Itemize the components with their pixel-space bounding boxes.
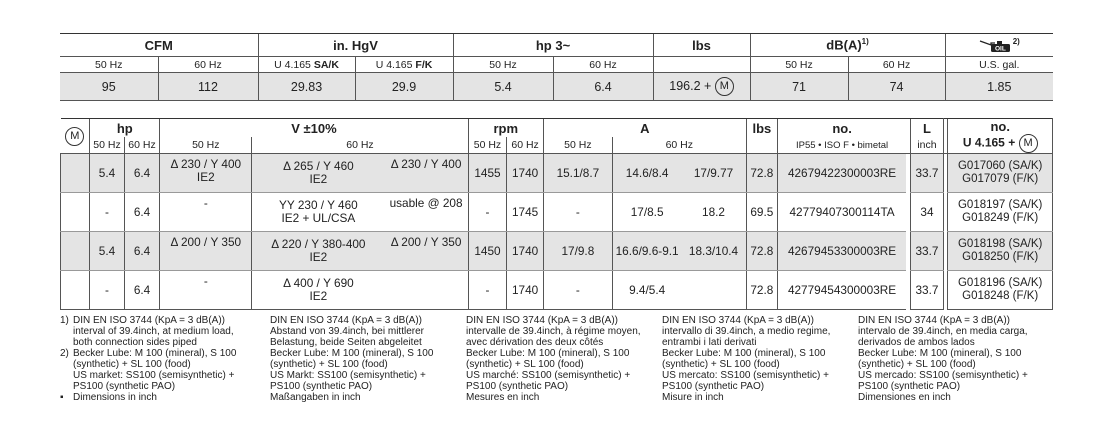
footnote-text: DIN EN ISO 3744 (KpA = 3 dB(A)) intervalle de 39.4inch, à régime moyen, avec dérivation des deux côtés	[466, 315, 641, 348]
motor-no-cell: 42779407300114TA	[778, 193, 907, 232]
footnote-text: DIN EN ISO 3744 (KpA = 3 dB(A)) Abstand von 39.4inch, bei mittlerer Belastung, beide Seiten abgeleitet	[270, 315, 424, 348]
rpm-60hz-cell: 1745	[507, 193, 544, 232]
hgv-sak-label: U 4.165 SA/K	[258, 57, 355, 73]
motor-cell	[61, 193, 90, 232]
dba-50hz-value: 71	[750, 73, 848, 101]
cfm-60hz-value: 112	[158, 73, 258, 101]
hp-50hz-label: 50 Hz	[90, 137, 124, 153]
lbs-value: 196.2 + M	[653, 73, 750, 101]
a-50hz-cell: 17/9.8	[543, 232, 612, 271]
footnote-column	[662, 315, 854, 403]
v-60hz-cell: YY 230 / Y 460 IE2 + UL/CSA	[252, 193, 385, 232]
a-60hz-cell: 9.4/5.4	[612, 271, 681, 310]
a-60hz-cell: 16.6/9.6-9.1	[612, 232, 681, 271]
length-unit: inch	[910, 137, 943, 153]
part-no-cell: G018196 (SA/K) G018248 (F/K)	[948, 271, 1053, 310]
voltage-header: V ±10%	[160, 119, 468, 138]
footnote-marker: ▪	[60, 392, 64, 403]
hgv-fk-label: U 4.165 F/K	[355, 57, 453, 73]
hp-50hz-label: 50 Hz	[453, 57, 553, 73]
v-50hz-cell: -	[160, 193, 252, 232]
rpm-60hz-cell: 1740	[507, 232, 544, 271]
hp-60hz-cell: 6.4	[124, 193, 160, 232]
hp-50hz-value: 5.4	[453, 73, 553, 101]
a-60hz-alt-cell: 18.3/10.4	[681, 232, 746, 271]
rpm-50hz-cell: 1455	[468, 154, 507, 193]
cfm-header: CFM	[60, 34, 258, 57]
a-50hz-label: 50 Hz	[543, 137, 612, 153]
hp-60hz-label: 60 Hz	[124, 137, 160, 153]
v-60hz-alt-cell: usable @ 208	[385, 193, 469, 232]
footnote-marker: 2)	[60, 348, 69, 359]
lbs-cell: 72.8	[746, 232, 777, 271]
hp-60hz-value: 6.4	[553, 73, 653, 101]
rpm-50hz-cell: -	[468, 271, 507, 310]
oil-unit-label: U.S. gal.	[945, 57, 1053, 73]
svg-text:OIL: OIL	[994, 45, 1006, 53]
footnote-marker: 1)	[60, 315, 69, 326]
part-no-cell: G017060 (SA/K) G017079 (F/K)	[948, 154, 1053, 193]
footnote-text: Becker Lube: M 100 (mineral), S 100 (synthetic) + SL 100 (food) US market: SS100 (semisynthetic) + PS100 (synthetic PAO)	[73, 348, 237, 392]
oil-value: 1.85	[945, 73, 1053, 101]
lbs-sub-empty	[653, 57, 750, 73]
table-row	[61, 232, 1053, 271]
motor-circle-icon: M	[715, 77, 734, 96]
a-50hz-cell: -	[543, 193, 612, 232]
rpm-50hz-cell: 1450	[468, 232, 507, 271]
footnote-text: Becker Lube: M 100 (mineral), S 100 (synthetic) + SL 100 (food) US mercado: SS100 (semisynthetic) + PS100 (synthetic PAO)	[858, 348, 1028, 392]
v-60hz-alt-cell	[385, 271, 469, 310]
footnote-column	[466, 315, 658, 403]
performance-table	[60, 33, 1053, 101]
motor-no-cell: 42679453300003RE	[778, 232, 907, 271]
length-header: L	[910, 119, 943, 138]
hp-60hz-cell: 6.4	[124, 232, 160, 271]
a-60hz-alt-cell: 18.2	[681, 193, 746, 232]
a-60hz-alt-cell: 17/9.77	[681, 154, 746, 193]
dba-60hz-value: 74	[848, 73, 945, 101]
v-50hz-cell: -	[160, 271, 252, 310]
hp-50hz-cell: 5.4	[90, 232, 124, 271]
cfm-50hz-value: 95	[60, 73, 158, 101]
table-row	[61, 271, 1053, 310]
lbs-header: lbs	[653, 34, 750, 57]
a-60hz-cell: 14.6/8.4	[612, 154, 681, 193]
a-60hz-cell: 17/8.5	[612, 193, 681, 232]
v-60hz-cell: Δ 265 / Y 460 IE2	[252, 154, 385, 193]
hp-header: hp 3~	[453, 34, 653, 57]
motor-cell	[61, 154, 90, 193]
dba-50hz-label: 50 Hz	[750, 57, 848, 73]
footnote-text: DIN EN ISO 3744 (KpA = 3 dB(A)) interval of 39.4inch, at medium load, both connection sides piped	[73, 315, 234, 348]
motor-cell	[61, 271, 90, 310]
footnote-column	[858, 315, 1050, 403]
footnote-text: Dimensiones en inch	[858, 392, 951, 403]
motor-no-sub: IP55 • ISO F • bimetal	[778, 137, 907, 153]
v-50hz-cell: Δ 230 / Y 400 IE2	[160, 154, 252, 193]
lbs-header: lbs	[746, 119, 777, 138]
hp-50hz-cell: 5.4	[90, 154, 124, 193]
part-no-header: no. U 4.165 + M	[948, 119, 1053, 154]
rpm-50hz-cell: -	[468, 193, 507, 232]
amps-header: A	[543, 119, 746, 138]
rpm-header: rpm	[468, 119, 543, 138]
hp-50hz-cell: -	[90, 193, 124, 232]
hp-60hz-cell: 6.4	[124, 154, 160, 193]
v-50hz-label: 50 Hz	[160, 137, 252, 153]
oil-can-icon	[979, 39, 1013, 53]
footnote-text: Dimensions in inch	[73, 392, 157, 403]
hp-50hz-cell: -	[90, 271, 124, 310]
a-50hz-cell: 15.1/8.7	[543, 154, 612, 193]
v-60hz-alt-cell: Δ 230 / Y 400	[385, 154, 469, 193]
dba-60hz-label: 60 Hz	[848, 57, 945, 73]
motor-no-cell: 42779454300003RE	[778, 271, 907, 310]
motor-no-cell: 42679422300003RE	[778, 154, 907, 193]
motor-circle-icon: M	[65, 127, 84, 146]
hgv-header: in. HgV	[258, 34, 453, 57]
lbs-cell: 72.8	[746, 154, 777, 193]
hp-header: hp	[90, 119, 160, 138]
hgv-fk-value: 29.9	[355, 73, 453, 101]
rpm-50hz-label: 50 Hz	[468, 137, 507, 153]
motor-no-header: no.	[778, 119, 907, 138]
length-cell: 33.7	[910, 271, 943, 310]
v-60hz-cell: Δ 220 / Y 380-400 IE2	[252, 232, 385, 271]
v-50hz-cell: Δ 200 / Y 350	[160, 232, 252, 271]
a-60hz-alt-cell	[681, 271, 746, 310]
motor-table	[60, 118, 1053, 310]
footnote-text: Mesures en inch	[466, 392, 540, 403]
table-row	[61, 193, 1053, 232]
lbs-cell: 72.8	[746, 271, 777, 310]
footnote-text: DIN EN ISO 3744 (KpA = 3 dB(A)) intervallo di 39.4inch, a medio regime, entrambi i lati derivati	[662, 315, 831, 348]
footnote-text: Becker Lube: M 100 (mineral), S 100 (synthetic) + SL 100 (food) US marché: SS100 (semisynthetic) + PS100 (synthetic PAO)	[466, 348, 631, 392]
rpm-60hz-cell: 1740	[507, 271, 544, 310]
motor-circle-icon: M	[1019, 134, 1038, 153]
footnote-column	[270, 315, 462, 403]
hp-60hz-label: 60 Hz	[553, 57, 653, 73]
oil-header: OIL $^{2)}$	[945, 34, 1053, 57]
lbs-sub-empty	[746, 137, 777, 153]
footnote-text: Becker Lube: M 100 (mineral), S 100 (synthetic) + SL 100 (food) US mercato: SS100 (semisynthetic) + PS100 (synthetic PAO)	[662, 348, 830, 392]
length-cell: 33.7	[910, 232, 943, 271]
motor-cell	[61, 232, 90, 271]
length-cell: 33.7	[910, 154, 943, 193]
v-60hz-cell: Δ 400 / Y 690 IE2	[252, 271, 385, 310]
part-no-cell: G018197 (SA/K) G018249 (F/K)	[948, 193, 1053, 232]
a-50hz-cell: -	[543, 271, 612, 310]
footnote-column	[60, 315, 260, 403]
lbs-cell: 69.5	[746, 193, 777, 232]
rpm-60hz-cell: 1740	[507, 154, 544, 193]
motor-header	[61, 119, 90, 154]
footnote-text: Becker Lube: M 100 (mineral), S 100 (synthetic) + SL 100 (food) US Markt: SS100 (semisynthetic) + PS100 (synthetic PAO)	[270, 348, 434, 392]
v-60hz-alt-cell: Δ 200 / Y 350	[385, 232, 469, 271]
part-no-cell: G018198 (SA/K) G018250 (F/K)	[948, 232, 1053, 271]
cfm-60hz-label: 60 Hz	[158, 57, 258, 73]
a-60hz-label: 60 Hz	[612, 137, 746, 153]
dba-header: $dB(A)^{1)}$	[750, 34, 945, 57]
hp-60hz-cell: 6.4	[124, 271, 160, 310]
footnote-text: DIN EN ISO 3744 (KpA = 3 dB(A)) intervalo de 39.4inch, en media carga, derivados de ambos lados	[858, 315, 1028, 348]
footnote-text: Maßangaben in inch	[270, 392, 361, 403]
cfm-50hz-label: 50 Hz	[60, 57, 158, 73]
hgv-sak-value: 29.83	[258, 73, 355, 101]
table-row	[61, 154, 1053, 193]
v-60hz-label: 60 Hz	[252, 137, 468, 153]
footnote-text: Misure in inch	[662, 392, 724, 403]
length-cell: 34	[910, 193, 943, 232]
rpm-60hz-label: 60 Hz	[507, 137, 544, 153]
